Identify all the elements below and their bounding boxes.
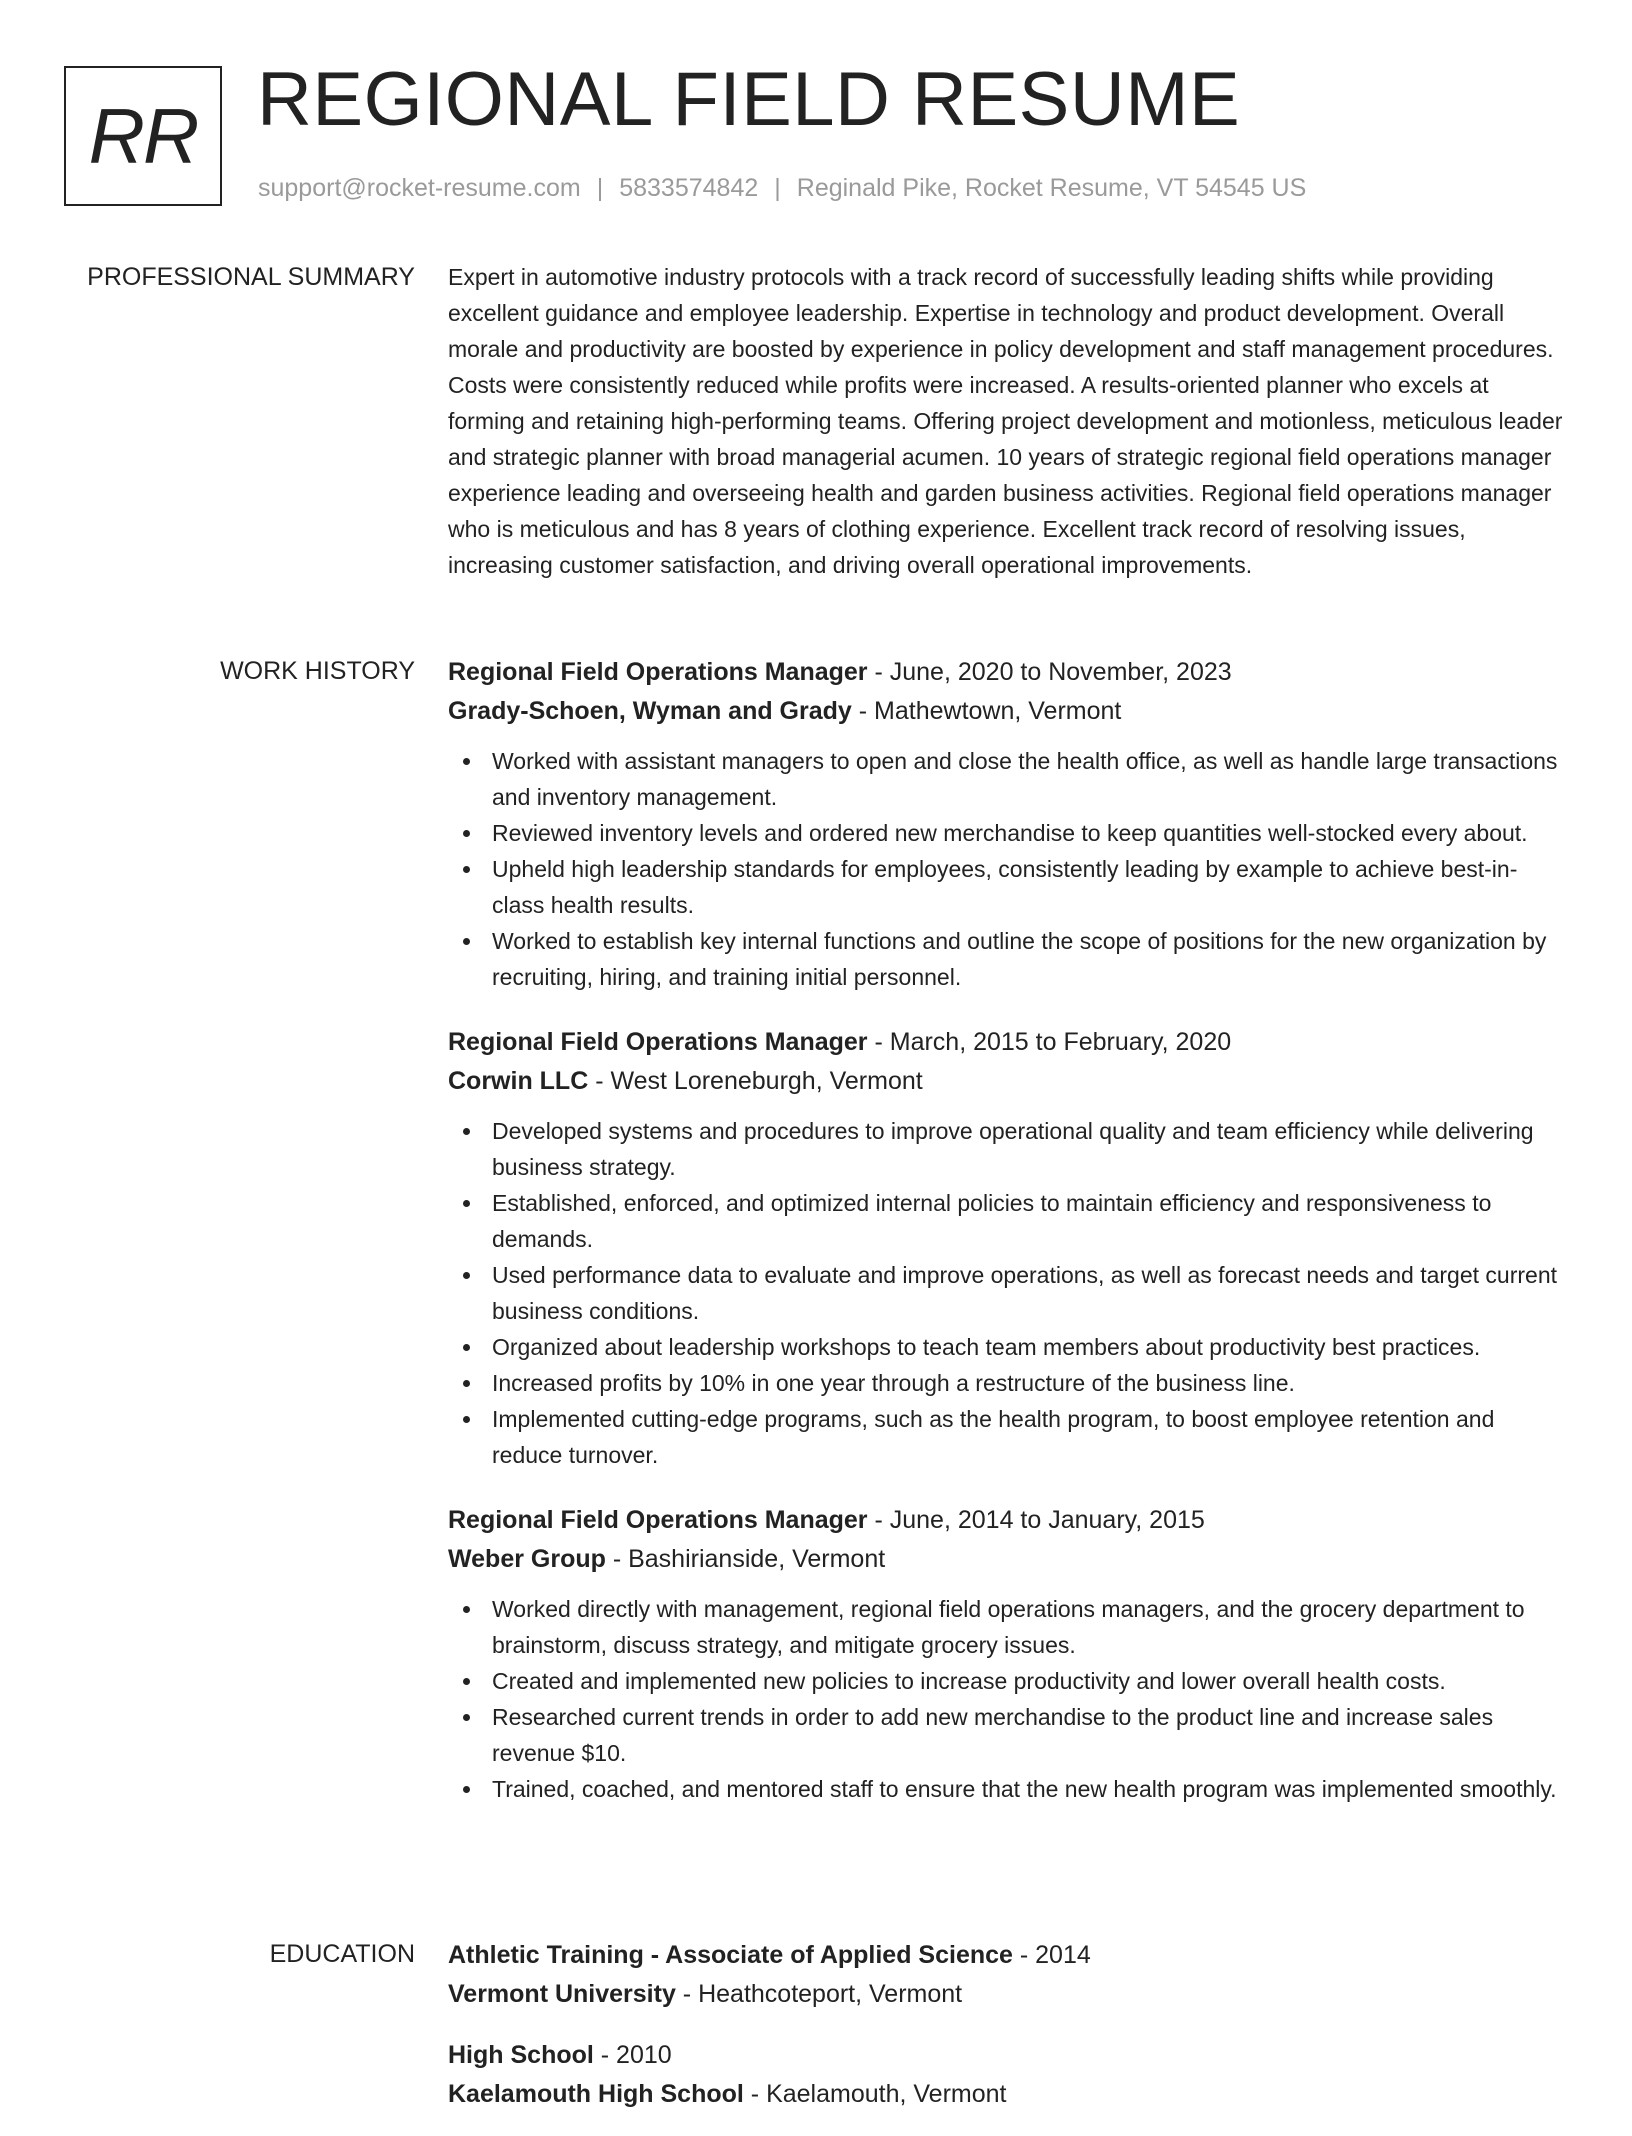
monogram-logo xyxy=(64,66,222,206)
resume-title: REGIONAL FIELD RESUME xyxy=(257,57,1241,142)
job-company: Weber Group xyxy=(448,1545,606,1573)
job-bullet: Reviewed inventory levels and ordered new merchandise to keep quantities well-stocked every about. xyxy=(492,815,1568,851)
education-location: - Kaelamouth, Vermont xyxy=(743,2080,1007,2108)
contact-phone[interactable]: 5833574842 xyxy=(619,174,759,202)
section-title-work-history: WORK HISTORY xyxy=(220,657,415,685)
education-school: Vermont University xyxy=(448,1980,676,2008)
job-bullet: Upheld high leadership standards for employees, consistently leading by example to achieve best-in-class health results. xyxy=(492,851,1568,923)
education-location: - Heathcoteport, Vermont xyxy=(675,1980,963,2008)
job-role-line xyxy=(448,1023,1568,1062)
education-school-line xyxy=(448,2075,1568,2114)
job-bullet: Developed systems and procedures to improve operational quality and team efficiency while delivering business strategy. xyxy=(492,1113,1568,1185)
section-title-education: EDUCATION xyxy=(269,1940,415,1968)
job-bullet: Worked to establish key internal functions and outline the scope of positions for the new organization by recruiting, hiring, and training initial personnel. xyxy=(492,923,1568,995)
job-location: - West Loreneburgh, Vermont xyxy=(588,1067,923,1095)
section-title-summary: PROFESSIONAL SUMMARY xyxy=(87,263,415,291)
job-company-line xyxy=(448,1540,1568,1579)
job-location: - Mathewtown, Vermont xyxy=(851,697,1122,725)
job-bullets xyxy=(448,1113,1568,1473)
job-bullet: Implemented cutting-edge programs, such as the health program, to boost employee retention and reduce turnover. xyxy=(492,1401,1568,1473)
job-bullets xyxy=(448,1591,1568,1807)
education-entry xyxy=(448,1936,1568,2014)
education-year: - 2014 xyxy=(1012,1941,1091,1969)
job-bullet: Used performance data to evaluate and improve operations, as well as forecast needs and target current business conditions. xyxy=(492,1257,1568,1329)
education-entry xyxy=(448,2036,1568,2114)
education-degree-line xyxy=(448,2036,1568,2075)
job-bullet: Worked directly with management, regional field operations managers, and the grocery department to brainstorm, discuss strategy, and mitigate grocery issues. xyxy=(492,1591,1568,1663)
job-dates: - March, 2015 to February, 2020 xyxy=(867,1028,1232,1056)
education-degree: Athletic Training - Associate of Applied Science xyxy=(448,1941,1013,1969)
job-dates: - June, 2020 to November, 2023 xyxy=(867,658,1232,686)
job-company-line xyxy=(448,692,1568,731)
contact-line xyxy=(258,174,1306,203)
job-entry xyxy=(448,1501,1568,1807)
job-role: Regional Field Operations Manager xyxy=(448,658,868,686)
education-degree: High School xyxy=(448,2041,594,2069)
education-year: - 2010 xyxy=(593,2041,672,2069)
job-bullet: Researched current trends in order to add new merchandise to the product line and increase sales revenue $10. xyxy=(492,1699,1568,1771)
summary-text: Expert in automotive industry protocols with a track record of successfully leading shifts while providing excellent guidance and employee leadership. Expertise in technology and product development. Overall morale and productivity are boosted by experience in policy development and staff management procedures. Costs were consistently reduced while profits were increased. A results-oriented planner who excels at forming and retaining high-performing teams. Offering project development and motionless, meticulous leader and strategic planner with broad managerial acumen. 10 years of strategic regional field operations manager experience leading and overseeing health and garden business activities. Regional field operations manager who is meticulous and has 8 years of clothing experience. Excellent track record of resolving issues, increasing customer satisfaction, and driving overall operational improvements. xyxy=(448,264,1563,578)
job-role: Regional Field Operations Manager xyxy=(448,1506,868,1534)
job-role-line xyxy=(448,1501,1568,1540)
job-company: Grady-Schoen, Wyman and Grady xyxy=(448,697,852,725)
job-company: Corwin LLC xyxy=(448,1067,589,1095)
contact-email[interactable]: support@rocket-resume.com xyxy=(258,174,581,202)
job-role: Regional Field Operations Manager xyxy=(448,1028,868,1056)
job-bullet: Established, enforced, and optimized internal policies to maintain efficiency and responsiveness to demands. xyxy=(492,1185,1568,1257)
contact-address: Reginald Pike, Rocket Resume, VT 54545 US xyxy=(796,174,1307,202)
education-school-line xyxy=(448,1975,1568,2014)
job-bullet: Organized about leadership workshops to teach team members about productivity best practices. xyxy=(492,1329,1568,1365)
job-bullet: Trained, coached, and mentored staff to ensure that the new health program was implemented smoothly. xyxy=(492,1771,1568,1807)
job-dates: - June, 2014 to January, 2015 xyxy=(867,1506,1205,1534)
contact-separator: | xyxy=(596,174,604,202)
job-bullet: Increased profits by 10% in one year through a restructure of the business line. xyxy=(492,1365,1568,1401)
monogram-text: RR xyxy=(88,91,198,180)
education-school: Kaelamouth High School xyxy=(448,2080,744,2108)
job-company-line xyxy=(448,1062,1568,1101)
job-bullet: Created and implemented new policies to increase productivity and lower overall health costs. xyxy=(492,1663,1568,1699)
contact-separator: | xyxy=(774,174,781,202)
education-degree-line xyxy=(448,1936,1568,1975)
job-location: - Bashirianside, Vermont xyxy=(605,1545,886,1573)
job-bullets xyxy=(448,743,1568,995)
job-entry xyxy=(448,1023,1568,1473)
job-bullet: Worked with assistant managers to open and close the health office, as well as handle large transactions and inventory management. xyxy=(492,743,1568,815)
job-entry xyxy=(448,653,1568,995)
job-role-line xyxy=(448,653,1568,692)
